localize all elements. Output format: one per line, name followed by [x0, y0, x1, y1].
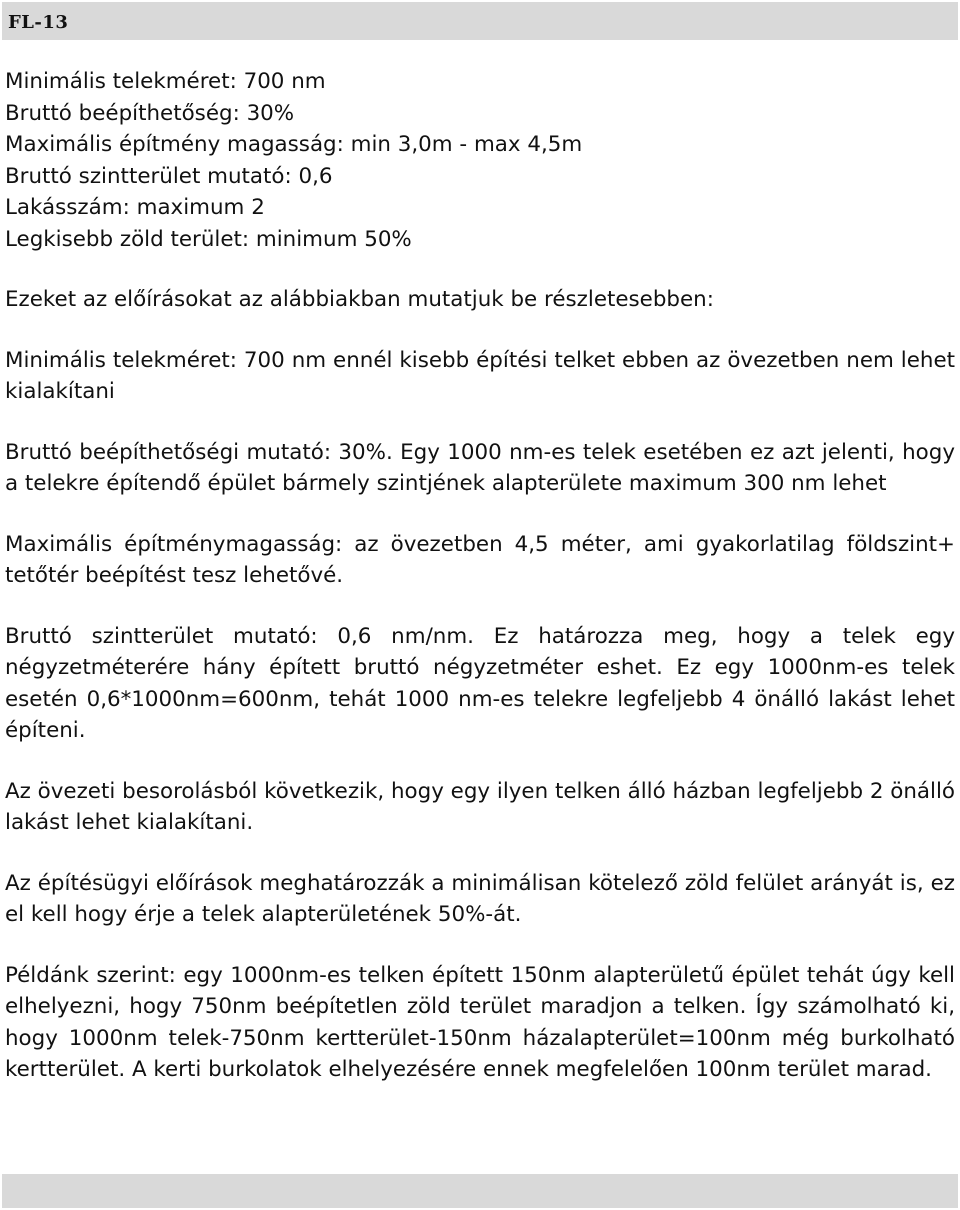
summary-item-green-area: Legkisebb zöld terület: minimum 50%: [5, 226, 412, 252]
paragraph-green-area: Az építésügyi előírások meghatározzák a minimálisan kötelező zöld felület arányát is, ez el kell hogy érje a telek alapterületének 50%-át.: [5, 870, 955, 927]
paragraph-height: Maximális építménymagasság: az övezetben 4,5 méter, ami gyakorlatilag földszint+ tetőtér beépítést tesz lehetővé.: [5, 531, 955, 588]
summary-list: [5, 66, 955, 255]
paragraph-example: Példánk szerint: egy 1000nm-es telken épített 150nm alapterületű épület tehát úgy kell elhelyezni, hogy 750nm beépítetlen zöld terület maradjon a telken. Így számolható ki, hogy 1000nm telek-750nm kertterület-150nm házalapterület=100nm még burkolható kertterület. A kerti burkolatok elhelyezésére ennek megfelelően 100nm terület marad.: [5, 962, 955, 1082]
zone-code: FL-13: [8, 12, 69, 33]
summary-item-lot-size: Minimális telekméret: 700 nm: [5, 69, 326, 94]
footer-bar: [2, 1174, 958, 1208]
summary-item-floor-ratio: Bruttó szintterület mutató: 0,6: [5, 163, 333, 189]
paragraph-coverage: Bruttó beépíthetőségi mutató: 30%. Egy 1000 nm-es telek esetében ez azt jelenti, hogy a telekre építendő épület bármely szintjének alapterülete maximum 300 nm lehet: [5, 439, 955, 496]
paragraph-zoning: Az övezeti besorolásból következik, hogy egy ilyen telken álló házban legfeljebb 2 önálló lakást lehet kialakítani.: [5, 778, 955, 835]
intro-paragraph: Ezeket az előírásokat az alábbiakban mutatjuk be részletesebben:: [5, 287, 714, 312]
summary-item-height: Maximális építmény magasság: min 3,0m - max 4,5m: [5, 132, 583, 157]
paragraph-floor-ratio: Bruttó szintterület mutató: 0,6 nm/nm. Ez határozza meg, hogy a telek egy négyzetméterére hány épített bruttó négyzetméter eshet. Ez egy 1000nm-es telek esetén 0,6*1000nm=600nm, tehát 1000 nm-es telekre legfeljebb 4 önálló lakást lehet építeni.: [5, 623, 955, 743]
document-body: [5, 66, 955, 1086]
header-bar: [2, 2, 958, 40]
summary-item-dwellings: Lakásszám: maximum 2: [5, 195, 265, 220]
paragraph-lot-size: Minimális telekméret: 700 nm ennél kisebb építési telket ebben az övezetben nem lehet kialakítani: [5, 347, 955, 404]
summary-item-coverage: Bruttó beépíthetőség: 30%: [5, 100, 295, 126]
